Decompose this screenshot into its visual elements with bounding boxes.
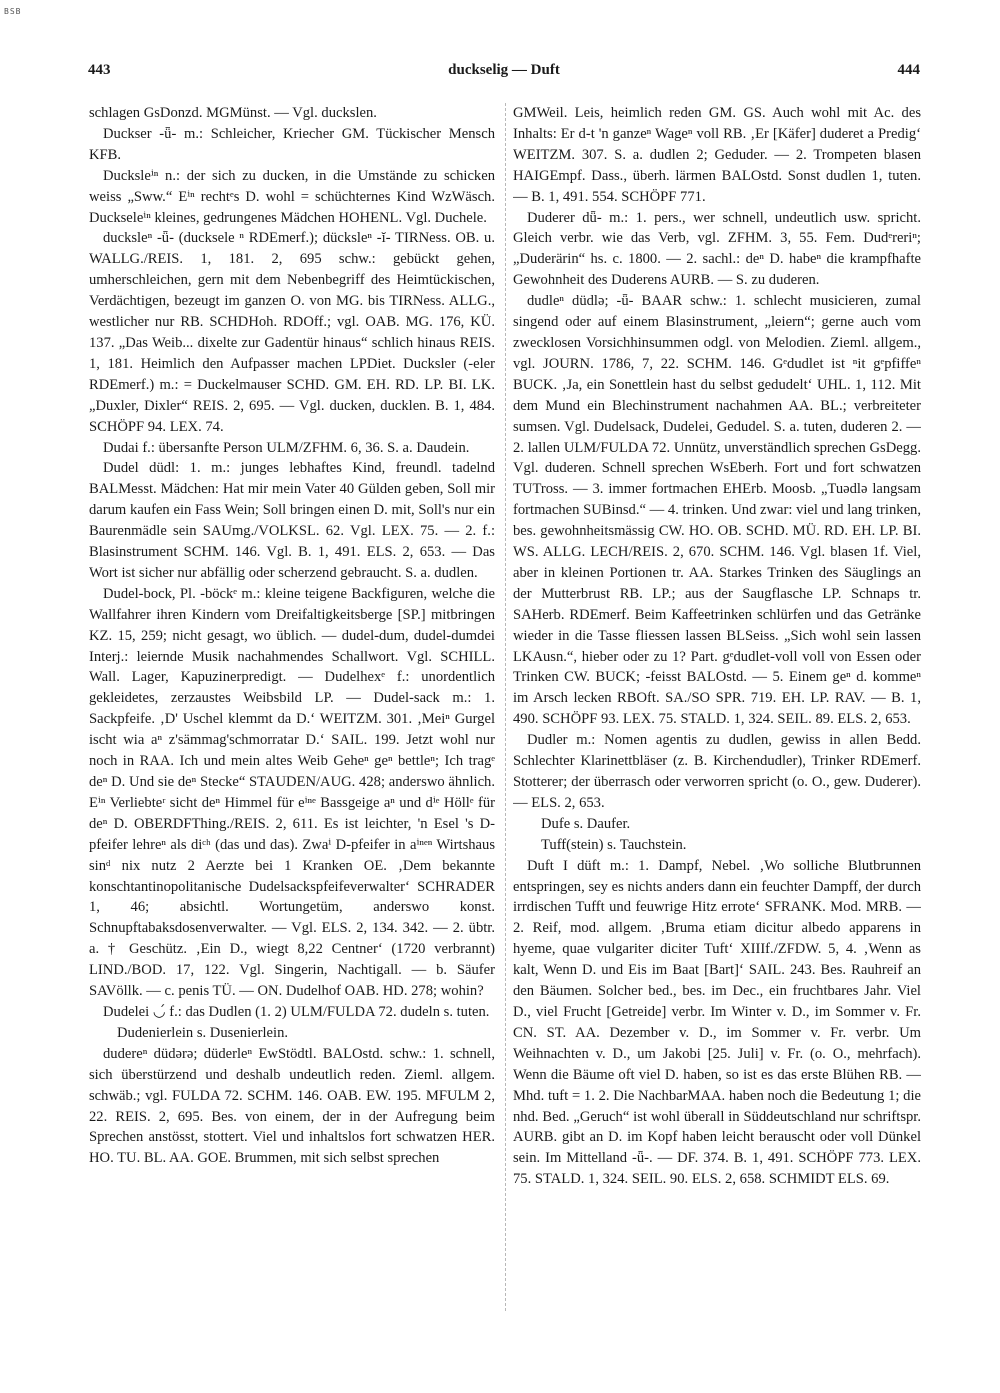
dictionary-entry: dudleⁿ düdlə; -ǖ- BAAR schw.: 1. schlecht musicieren, zumal singend oder auf einem Blasinstrument, „leiern“; gerne auch vom zwecklosen Vorsichhinsummen odgl. von Melodien. Zieml. allgem., vgl. JOURN. 1786, 7, 22. SCHM. 146. Gᵉdudlet ist ⁿit gᵉpfiffeⁿ BUCK. ‚Ja, ein Sonettlein hast du selbst gedudelt‘ UHL. 1, 112. Mit dem Mund ein Blechinstrument nachahmen AA. BL.; verbreiteter sumsen. Vgl. Dudelsack, Dudelei, Gedudel. S. a. tuten, duderen 2. — 2. lallen ULM/FULDA 72. Unnütz, unverständlich sprechen GsDegg. Vgl. duderen. Schnell sprechen WsEberh. Fort und fort schwatzen TUTross. — 3. immer fortmachen EHErb. Moosb. „Tuədlə langsam fortmachen SUBinsd.“ — 4. trinken. Und zwar: viel und lang trinken, bes. gewohnheitsmässig CW. HO. OB. SCHD. MÜ. RD. EH. LP. BI. WS. ALLG. LECH/REIS. 2, 670. SCHM. 146. Vgl. blasen 1f. Viel, aber in kleinen Portionen tr. AA. Starkes Trinken des Säuglings an der Mutterbrust RB. LP.; aus der Saugflasche LP. Schnaps tr. SAHerb. RDEmerf. Beim Kaffeetrinken schlürfen und das Getränke wieder in die Tasse fliessen lassen BLSeiss. „Sich wohl sein lassen LKAusn.“, hieber oder zu 1? Part. gᵉdudlet-voll voll von Essen oder Trinken CW. BUCK; -feisst BALOstd. — 5. Einem geⁿ d. kommeⁿ im Arsch lecken RBOft. SA./SO SPR. 719. EH. LP. RAV. — B. 1, 490. SCHÖPF 93. LEX. 75. STALD. 1, 324. SEIL. 89. ELS. 2, 653. — [513, 293, 921, 728]
dictionary-entry: schlagen GsDonzd. MGMünst. — Vgl. duckslen. — [89, 105, 377, 121]
left-column — [89, 103, 495, 1333]
dictionary-entry: duckslеⁿ -ǖ- (ducksele ⁿ RDEmerf.); dückslеⁿ -ĭ- TIRNess. OB. u. WALLG./REIS. 1, 181. 2, 695 schw.: gebückt gehen, umherschleichen, gern mit dem Nebenbegriff des Heimtückischen, Verdächtigen, bezeugt im ganzen O. von MG. bis TIRNess. ALLG., westlicher nur RB. SCHDHoh. RDOff.; vgl. OAB. MG. 176, KÜ. 137. „Das Weib... dixelte zur Gadentür hinaus“ schlich hinaus REIS. 1, 181. Heimlich den Aufpasser machen LPDiet. Ducksler (-eler RDEmerf.) m.: = Duckelmauser SCHD. GM. EH. RD. LP. BI. LK. „Duxler, Dixler“ REIS. 2, 695. — Vgl. ducken, ducklen. B. 1, 484. SCHÖPF 94. LEX. 74. — [89, 230, 495, 435]
dictionary-entry: Tuff(stein) s. Tauchstein. — [541, 836, 687, 853]
page-number-right: 444 — [897, 62, 920, 78]
dictionary-entry: dudereⁿ düdərə; düderleⁿ EwStödtl. BALOstd. schw.: 1. schnell, sich überstürzend und deshalb undeutlich reden. Zieml. allgem. schwäb.; vgl. FULDA 72. SCHM. 146. OAB. EW. 195. MFULM 2, 22. REIS. 2, 695. Bes. von einem, der in der Aufregung beim Sprechen anstösst, stottert. Viel und inhaltslos fort schwatzen HER. HO. TU. BL. AA. GOE. Brummen, mit sich selbst sprechen — [89, 1045, 495, 1167]
dictionary-entry: Dudai f.: übersanfte Person ULM/ZFHM. 6, 36. S. a. Daudein. — [103, 439, 470, 456]
right-column — [513, 103, 921, 1333]
library-stamp: BSB — [4, 7, 22, 16]
dictionary-entry: Ducksleⁱⁿ n.: der sich zu ducken, in die Umstände zu schicken weiss „Sww.“ Eⁱⁿ rechtᵉs D. wohl = schüchternes Kind WzWäsch. Duckseleⁱⁿ kleines, gedrungenes Mädchen HOHENL. Vgl. Duchele. — [89, 167, 495, 226]
dictionary-entry: Dudel düdl: 1. m.: junges lebhaftes Kind, freundl. tadelnd BALMesst. Mädchen: Hat mir mein Vater 40 Gülden geben, Soll mir darum kaufen ein Fass Wein; Soll bringen einen D. mit, Soll's nur ein Baurenmädle sein SAUmg./VOLKSL. 62. Vgl. LEX. 75. — 2. f.: Blasinstrument SCHM. 146. Vgl. B. 1, 491. ELS. 2, 653. — Das Wort ist sicher nur abfällig oder scherzend gebraucht. S. a. dudlen. — [89, 460, 495, 581]
dictionary-entry: Duft I düft m.: 1. Dampf, Nebel. ‚Wo solliche Blutbrunnen entspringen, sey es nichts anders dann ein feuchter Dampff, der durch irrdischen Tufft und feuwrige Hitz errote‘ SFRANK. Mod. MRB. — 2. Reif, mod. allgem. ‚Bruma etiam dicitur albedo apparens in hyeme, quae vulgariter diciter Tuft‘ XIIIf./ZFDW. 5, 4. ‚Wenn as kalt, Wenn D. und Eis im Baat [Bart]‘ SAIL. 243. Bes. Rauhreif an den Bäumen. Solcher bed., bes. im Dec., ein fruchtbares Jahr. Viel D., viel Frucht [Getreide] verbr. Im Winter v. D., im Sommer v. Fr. CN. ST. AA. Dezember v. D., im Sommer v. Fr. verbr. Um Weihnachten v. D., um Jakobi [25. Juli] v. Fr. (o. O., mehrfach). Wenn die Bäume oft viel D. haben, so ist es das erste Blühen RB. — Mhd. tuft = 1. 2. Die NachbarMAA. haben noch die Bedeutung 1; die nhd. Bed. „Geruch“ ist wohl überall in Süddeutschland nur schriftspr. AURB. gibt an D. im Kopf haben leicht berauscht oder voll Dünkel sein. Im Mittelland -ǖ-. — DF. 374. B. 1, 491. SCHÖPF 773. LEX. 75. STALD. 1, 324. SEIL. 90. ELS. 2, 658. SCHMIDT ELS. 69. — [513, 857, 921, 1188]
column-divider — [505, 103, 506, 1311]
running-title: duckselig — Duft — [448, 62, 560, 78]
page-header — [88, 62, 920, 84]
dictionary-entry: Duckser -ǖ- m.: Schleicher, Kriecher GM. Tückischer Mensch KFB. — [89, 125, 495, 163]
dictionary-entry: Dudenierlein s. Dusenierlein. — [117, 1024, 289, 1041]
dictionary-entry: Dufe s. Daufer. — [541, 815, 631, 832]
dictionary-entry: Dudelei ◡́ f.: das Dudlen (1. 2) ULM/FULDA 72. dudeln s. tuten. — [103, 1003, 490, 1020]
dictionary-entry: Duderer dǖ- m.: 1. pers., wer schnell, undeutlich usw. spricht. Gleich verbr. wie das Verb, vgl. ZFHM. 3, 55. Fem. Dudᵉreriⁿ; „Duderärin“ hs. c. 1800. — 2. sachl.: deⁿ D. habeⁿ die krampfhafte Gewohnheit des Duderens AURB. — S. zu duderen. — [513, 209, 921, 289]
dictionary-entry: Dudler m.: Nomen agentis zu dudlen, gewiss in allen Bedd. Schlechter Klarinettbläser (z. B. Kirchendudler), Trinker RDEmerf. Stotterer; der überrasch oder verworren spricht (o. O., gew. Duderer). — ELS. 2, 653. — [513, 732, 921, 811]
dictionary-entry: Dudel-bock, Pl. -böckᵉ m.: kleine teigene Backfiguren, welche die Wallfahrer ihren Kindern vom Dreifaltigkeitsberge [SP.] mitbringen KZ. 15, 259; nicht gesagt, wo üblich. — dudel-dum, dudel-dumdei Interj.: leiernde Musik nachahmendes Schallwort. Vgl. SCHILL. Wall. Lager, Kapuzinerpredigt. — Dudelhexᵉ f.: unordentlich gekleidetes, zerzaustes Weibsbild LP. — Dudel-sack m.: 1. Sackpfeife. ‚D' Uschel klemmt da D.‘ WEITZM. 301. ‚Meiⁿ Gurgel ischt wia aⁿ z'sämmag'schmorratar D.‘ SAIL. 199. Jetzt wohl nur noch in RAA. Ich und mein altes Weib Geheⁿ geⁿ bettleⁿ; Ich tragᵉ deⁿ D. Und sie deⁿ Stecke“ STAUDEN/AUG. 428; anderswo ähnlich. Eⁱⁿ Verliebteʳ sicht deⁿ Himmel für eⁱⁿᵉ Bassgeige aⁿ und dⁱᵉ Höllᵉ für deⁿ D. OBERDFThing./REIS. 2, 611. Es ist leichter, 'n Esel 's D-pfeifer lehreⁿ als diᶜʰ (das und das). Zwaⁱ D-pfeifer in aⁱⁿᵉⁿ Wirtshaus sinᵈ nix nutz 2 Aerzte bei 1 Kranken OE. ‚Dem bekannte konschtantinopolitanische Dudelsackspfeifeverwalter‘ SCHRADER 1, 46; absichtl. Wortungetüm, anderswo konst. Schnupftabaksdosenverwalter. — Vgl. ELS. 2, 134. 342. — 2. übtr. a. † Geschütz. ‚Ein D., wiegt 8,22 Centner‘ (1720 verbrannt) LIND./BOD. 17, 122. Vgl. Singerin, Nachtigall. — b. Säufer SAVöllk. — c. penis TÜ. — ON. Dudelhof OAB. HD. 278; wohin? — [89, 585, 495, 1000]
dictionary-entry: GMWeil. Leis, heimlich reden GM. GS. Auch wohl mit Ac. des Inhalts: Er d-t 'n ganzeⁿ Wageⁿ voll RB. ‚Er [Käfer] duderet a Predig‘ WEITZM. 307. S. a. dudlen 2; Geduder. — 2. Trompeten blasen HAIGEmpf. Dass., überh. lärmen BALOstd. Sonst dudlen 1, tuten. — B. 1, 491. 554. SCHÖPF 771. — [513, 105, 921, 205]
page-number-left: 443 — [88, 62, 111, 78]
